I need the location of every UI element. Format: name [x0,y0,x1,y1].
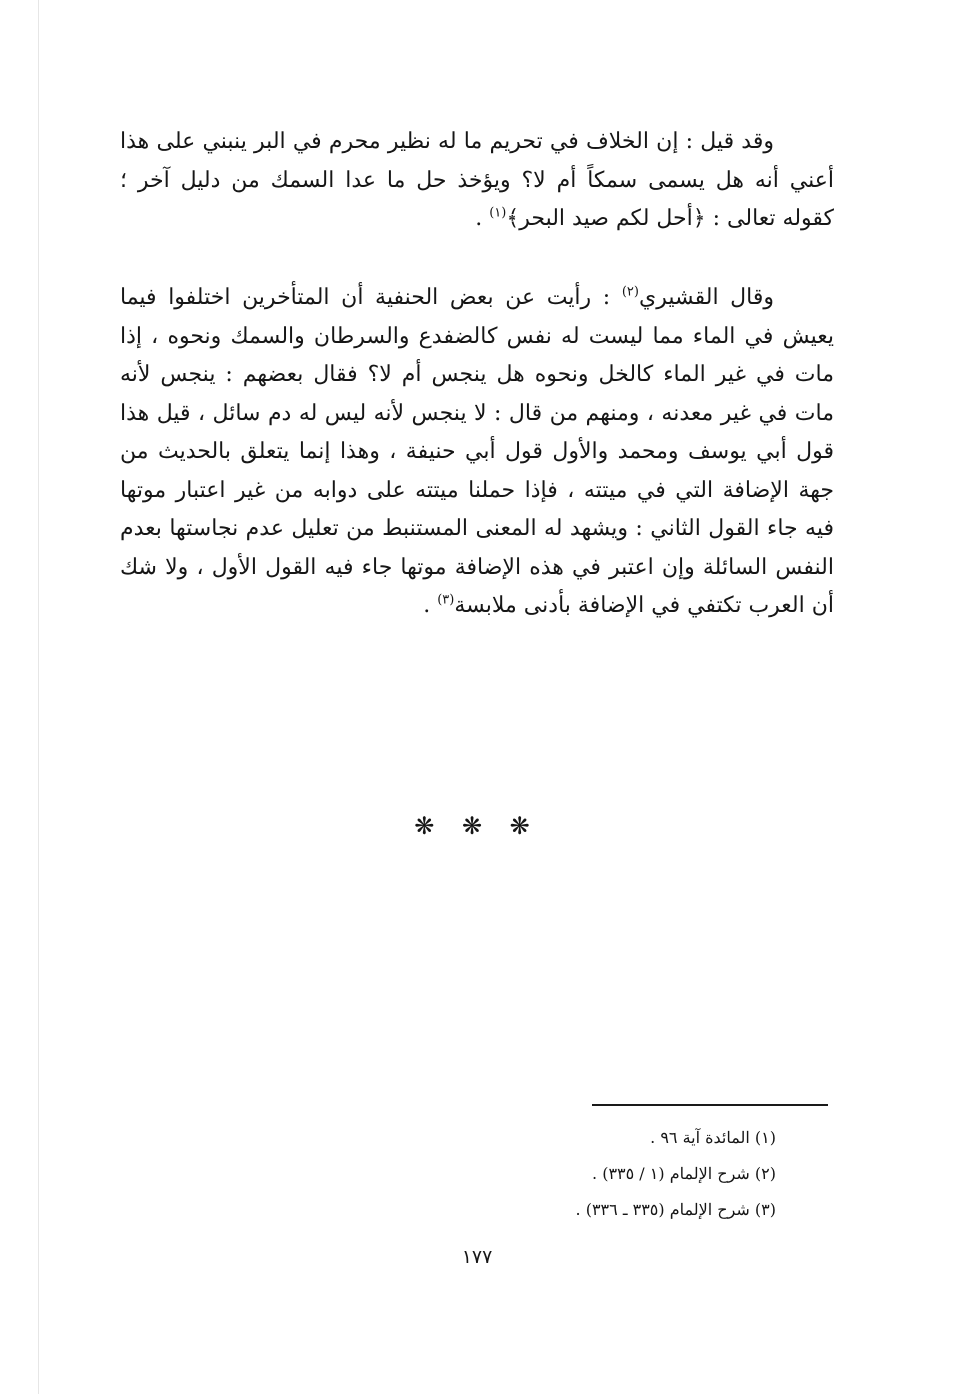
footnote-ref-3[interactable]: (٣) [437,592,455,608]
paragraph-1-body: وقد قيل : إن الخلاف في تحريم ما له نظير محرم في البر ينبني على هذا أعني أنه هل يسمى سمكاً أم لا؟ ويؤخذ حل ما عدا السمك من دليل آخر ؛ كقوله تعالى : ﴿أحل لكم صيد البحر﴾ [120,129,834,231]
footnotes [376,1120,776,1228]
paragraph-1-end: . [475,206,490,231]
paragraph-2 [120,279,834,626]
paragraph-2-text [120,279,834,626]
footnote-3: (٣) شرح الإلمام (٣٣٥ ـ ٣٣٦) . [575,1200,776,1219]
section-separator: ❋ ❋ ❋ [414,812,540,840]
footnote-2: (٢) شرح الإلمام (١ / ٣٣٥) . [592,1164,776,1183]
paragraph-1 [120,123,834,239]
footnote-1: (١) المائدة آية ٩٦ . [650,1128,776,1147]
footnote-ref-2[interactable]: (٢) [621,284,639,300]
paragraph-1-text [120,123,834,239]
footnote-ref-1[interactable]: (١) [489,205,507,221]
page-number: ١٧٧ [461,1246,493,1268]
paragraph-2-start: وقال القشيري [638,285,775,310]
paragraph-2-body: : رأيت عن بعض الحنفية أن المتأخرين اختلفوا فيما يعيش في الماء مما ليست له نفس كالضفدع والسرطان والسمك ونحوه ، إذا مات في غير الماء كالخل ونحوه هل ينجس أم لا؟ فقال بعضهم : ينجس لأنه مات في غير معدنه ، ومنهم من قال : لا ينجس لأنه ليس له دم سائل ، قيل هذا قول أبي يوسف ومحمد والأول قول أبي حنيفة ، وهذا إنما يتعلق بالحديث من جهة الإضافة التي في ميتته ، فإذا حملنا ميتته على دوابه من غير اعتبار موتها فيه جاء القول الثاني : ويشهد له المعنى المستنبط من تعليل عدم نجاستها بعدم النفس السائلة وإن اعتبر في هذه الإضافة موتها جاء فيه القول الأول ، ولا شك أن العرب تكتفي في الإضافة بأدنى ملابسة [120,285,834,618]
footnote-divider [592,1104,828,1106]
page-edge-line [38,0,39,1394]
paragraph-2-end: . [423,593,438,618]
